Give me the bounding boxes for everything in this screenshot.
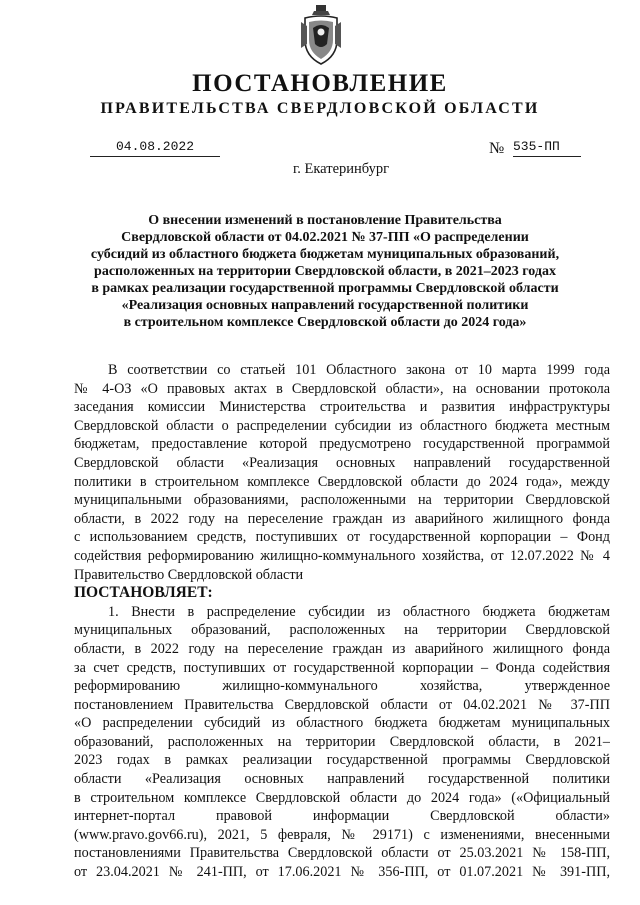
item-1-line: от 23.04.2021 № 241-ПП, от 17.06.2021 № 356-ПП, от 01.07.2021 № 391-ПП, <box>74 864 610 881</box>
item-1-line: 2023 годах в рамках реализации государственной программы Свердловской <box>74 752 610 769</box>
preamble-line: № 4-ОЗ «О правовых актах в Свердловской области», на основании протокола <box>74 380 610 397</box>
subject-line: О внесении изменений в постановление Правительства <box>148 213 502 228</box>
document-subject <box>60 212 590 331</box>
item-1-line: за счет средств, поступивших от государственной корпорации – Фонда содействия <box>74 659 610 676</box>
coat-of-arms-icon <box>299 4 343 66</box>
item-1-line: муниципальных образований, расположенных на территории Свердловской <box>74 622 610 639</box>
resolves-heading: ПОСТАНОВЛЯЕТ: <box>74 584 213 602</box>
preamble-line: с использованием средств, поступивших от государственной корпорации – Фонд <box>74 529 610 546</box>
item-1-paragraph <box>74 603 610 882</box>
subject-line: в рамках реализации государственной программы Свердловской области <box>91 281 559 296</box>
subject-line: в строительном комплексе Свердловской области до 2024 года» <box>123 315 527 330</box>
preamble-line: Свердловской области «Реализация основных направлений государственной <box>74 454 610 471</box>
item-1-line: реформированию жилищно-коммунального хозяйства, утвержденное <box>74 678 610 695</box>
preamble-line: Правительство Свердловской области <box>74 566 304 583</box>
preamble-line: содействия реформированию жилищно-коммунального хозяйства, от 12.07.2022 № 4 <box>74 547 610 564</box>
document-title: ПОСТАНОВЛЕНИЕ <box>192 70 448 97</box>
city-name: г. Екатеринбург <box>292 161 390 177</box>
item-1-line: области, в 2022 году на переселение граждан из аварийного жилищного фонда <box>74 640 610 657</box>
preamble-paragraph <box>74 361 610 584</box>
subject-line: расположенных на территории Свердловской области, в 2021–2023 годах <box>94 264 556 279</box>
document-body <box>74 361 610 882</box>
number-label: № <box>489 140 505 157</box>
item-1-line: образований, расположенных на территории Свердловской области, в 2021– <box>74 733 610 750</box>
preamble-line: политики в строительном комплексе Свердловской области до 2024 года», между <box>74 473 610 490</box>
item-1-line: области «Реализация основных направлений государственной политики <box>74 771 610 788</box>
issuer-subtitle: ПРАВИТЕЛЬСТВА СВЕРДЛОВСКОЙ ОБЛАСТИ <box>100 100 540 117</box>
item-1-line: «О распределении субсидий из областного бюджета бюджетам муниципальных <box>74 715 610 732</box>
subject-line: субсидий из областного бюджета бюджетам муниципальных образований, <box>90 247 560 262</box>
document-number: 535-ПП <box>513 138 581 157</box>
item-1-line: (www.pravo.gov66.ru), 2021, 5 февраля, № 29171) с изменениями, внесенными <box>74 826 610 843</box>
item-1-line: интернет-портал правовой информации Свердловской области» <box>74 808 610 825</box>
subject-line: Свердловской области от 04.02.2021 № 37-ПП «О распределении <box>121 230 529 245</box>
preamble-line: бюджетам, предоставление которой предусмотрено государственной программой <box>74 436 610 453</box>
preamble-line: В соответствии со статьей 101 Областного закона от 10 марта 1999 года <box>108 362 610 378</box>
item-1-line: 1. Внести в распределение субсидии из областного бюджета бюджетам <box>108 603 610 620</box>
document-date: 04.08.2022 <box>90 138 220 157</box>
subject-line: «Реализация основных направлений государственной политики <box>121 298 529 313</box>
item-1-line: в строительном комплексе Свердловской области до 2024 года» («Официальный <box>74 789 610 806</box>
preamble-line: области, в 2022 году на переселение граждан из аварийного жилищного фонда <box>74 510 610 527</box>
preamble-line: муниципальными образованиями, расположенными на территории Свердловской <box>74 492 610 509</box>
item-1-line: постановлением Правительства Свердловской области от 04.02.2021 № 37-ПП <box>74 696 610 713</box>
preamble-line: Свердловской области о распределении субсидии из областного бюджета местным <box>74 417 610 434</box>
item-1-line: постановлениями Правительства Свердловской области от 25.03.2021 № 158-ПП, <box>74 845 610 862</box>
preamble-line: заседания комиссии Министерства строительства и развития инфраструктуры <box>74 399 610 416</box>
